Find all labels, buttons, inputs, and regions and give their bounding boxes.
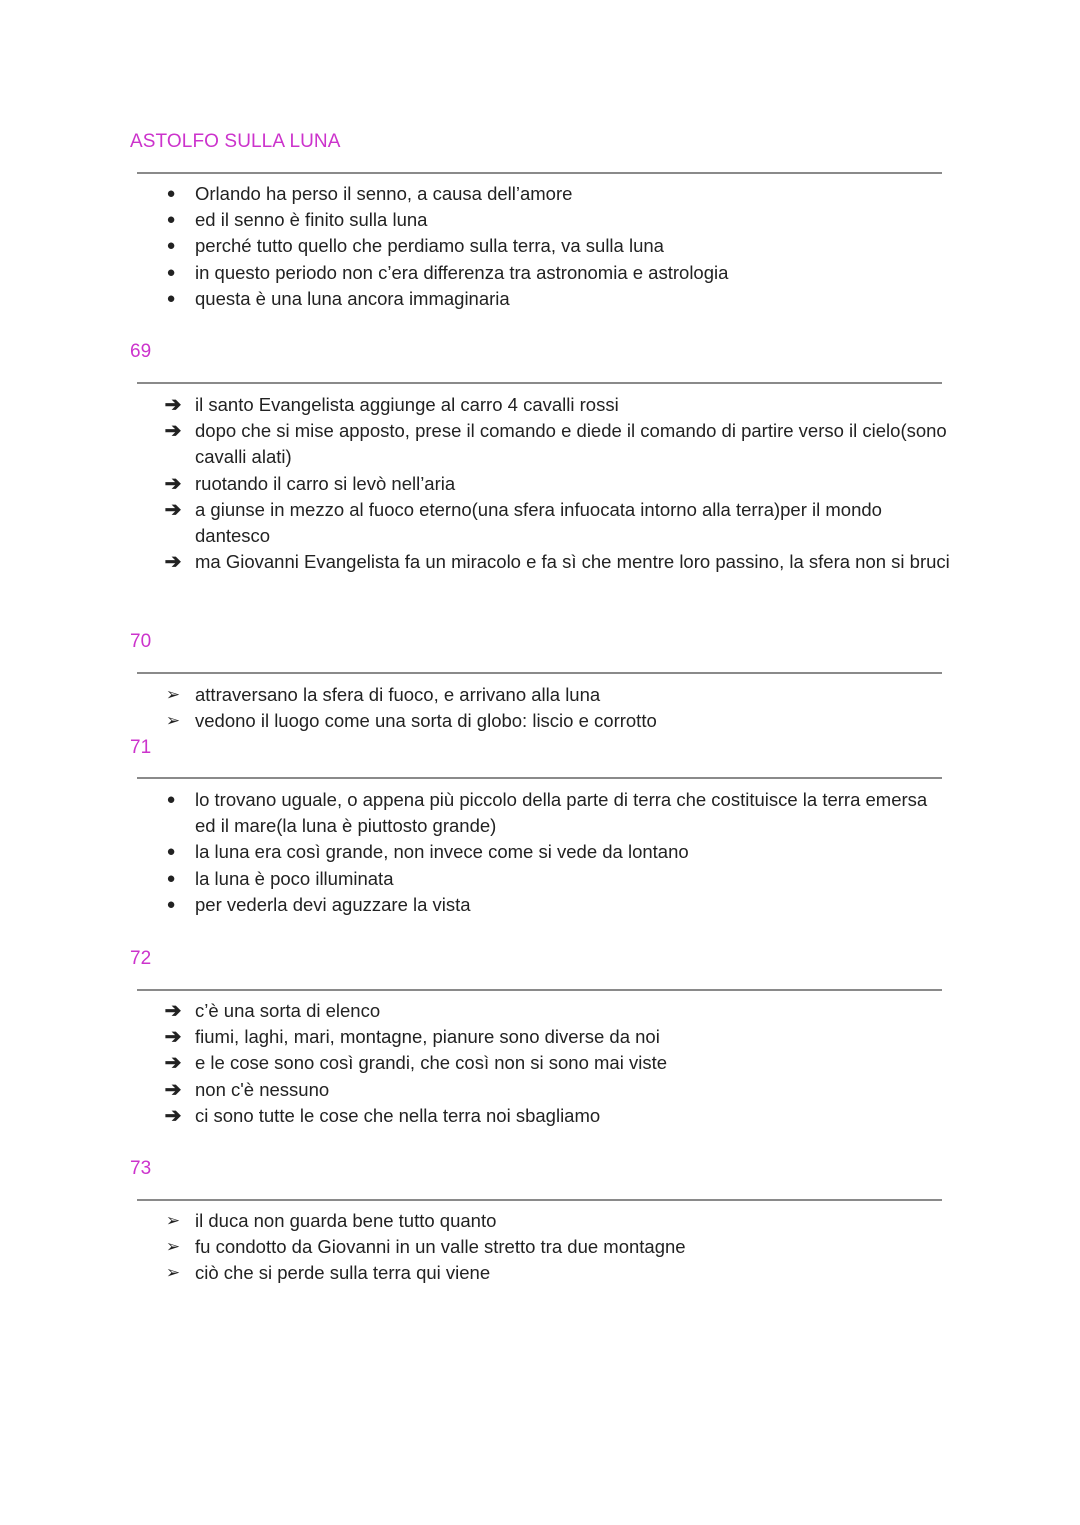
list-item: ● la luna era così grande, non invece come si vede da lontano	[160, 839, 950, 865]
list-item: ● perché tutto quello che perdiamo sulla terra, va sulla luna	[160, 233, 950, 259]
list-item: ● ed il senno è finito sulla luna	[160, 207, 950, 233]
arrow-icon: ➔	[164, 1026, 182, 1049]
list-item: ● per vederla devi aguzzare la vista	[160, 892, 950, 918]
section-list-69	[160, 392, 950, 575]
section-divider	[137, 672, 942, 674]
arrow-icon: ➔	[164, 1078, 182, 1101]
chevron-arrow-icon: ➢	[165, 1211, 181, 1230]
list-item: ➔ e le cose sono così grandi, che così non si sono mai viste	[160, 1050, 950, 1076]
bullet-icon: ●	[166, 791, 176, 808]
section-divider	[137, 172, 942, 174]
bullet-icon: ●	[166, 895, 176, 913]
arrow-icon: ➔	[164, 551, 182, 574]
bullet-icon: ●	[166, 869, 176, 887]
bullet-icon: ●	[166, 843, 176, 861]
list-item: ➔ il santo Evangelista aggiunge al carro 4 cavalli rossi	[160, 392, 950, 418]
list-item: ➔ non c'è nessuno	[160, 1077, 950, 1103]
stanza-number-69: 69	[130, 341, 152, 362]
list-item: ➢ vedono il luogo come una sorta di globo: liscio e corrotto	[160, 708, 950, 734]
arrow-icon: ➔	[164, 394, 182, 416]
arrow-icon: ➔	[164, 420, 182, 443]
stanza-number-71: 71	[130, 737, 152, 758]
list-item: ● in questo periodo non c’era differenza tra astronomia e astrologia	[160, 260, 950, 286]
list-item: ➔ ruotando il carro si levò nell’aria	[160, 471, 950, 497]
arrow-icon: ➔	[164, 472, 182, 495]
section-list-72	[160, 998, 950, 1129]
list-item: ● lo trovano uguale, o appena più piccolo della parte di terra che costituisce la terra emersa ed il mare(la luna è piuttosto grande)	[160, 787, 950, 839]
list-item: ● questa è una luna ancora immaginaria	[160, 286, 950, 312]
bullet-icon: ●	[166, 263, 176, 281]
section-divider	[137, 989, 942, 991]
arrow-icon: ➔	[164, 498, 182, 521]
list-item: ➢ il duca non guarda bene tutto quanto	[160, 1208, 950, 1234]
chevron-arrow-icon: ➢	[165, 1237, 181, 1257]
section-divider	[137, 777, 942, 779]
section-divider	[137, 382, 942, 384]
stanza-number-73: 73	[130, 1158, 152, 1179]
section-list-intro	[160, 181, 950, 312]
list-item: ➔ dopo che si mise apposto, prese il comando e diede il comando di partire verso il cielo(sono cavalli alati)	[160, 418, 950, 470]
list-item: ● Orlando ha perso il senno, a causa dell’amore	[160, 181, 950, 207]
chevron-arrow-icon: ➢	[165, 1263, 181, 1283]
document-title: ASTOLFO SULLA LUNA	[130, 131, 341, 152]
stanza-number-70: 70	[130, 631, 152, 652]
list-item: ● la luna è poco illuminata	[160, 866, 950, 892]
arrow-icon: ➔	[164, 1000, 182, 1022]
bullet-icon: ●	[166, 237, 176, 255]
list-item: ➢ fu condotto da Giovanni in un valle stretto tra due montagne	[160, 1234, 950, 1260]
bullet-icon: ●	[166, 185, 176, 202]
chevron-arrow-icon: ➢	[165, 711, 181, 731]
section-divider	[137, 1199, 942, 1201]
list-item: ➔ ma Giovanni Evangelista fa un miracolo e fa sì che mentre loro passino, la sfera non si bruci	[160, 549, 950, 575]
arrow-icon: ➔	[164, 1052, 182, 1075]
section-list-71	[160, 787, 950, 918]
bullet-icon: ●	[166, 289, 176, 307]
chevron-arrow-icon: ➢	[165, 685, 181, 704]
stanza-number-72: 72	[130, 948, 152, 969]
bullet-icon: ●	[166, 211, 176, 229]
list-item: ➔ a giunse in mezzo al fuoco eterno(una sfera infuocata intorno alla terra)per il mondo dantesco	[160, 497, 950, 549]
section-list-70	[160, 682, 950, 734]
list-item: ➔ fiumi, laghi, mari, montagne, pianure sono diverse da noi	[160, 1024, 950, 1050]
list-item: ➔ ci sono tutte le cose che nella terra noi sbagliamo	[160, 1103, 950, 1129]
list-item: ➢ ciò che si perde sulla terra qui viene	[160, 1260, 950, 1286]
list-item: ➔ c’è una sorta di elenco	[160, 998, 950, 1024]
arrow-icon: ➔	[164, 1104, 182, 1127]
list-item: ➢ attraversano la sfera di fuoco, e arrivano alla luna	[160, 682, 950, 708]
section-list-73	[160, 1208, 950, 1287]
